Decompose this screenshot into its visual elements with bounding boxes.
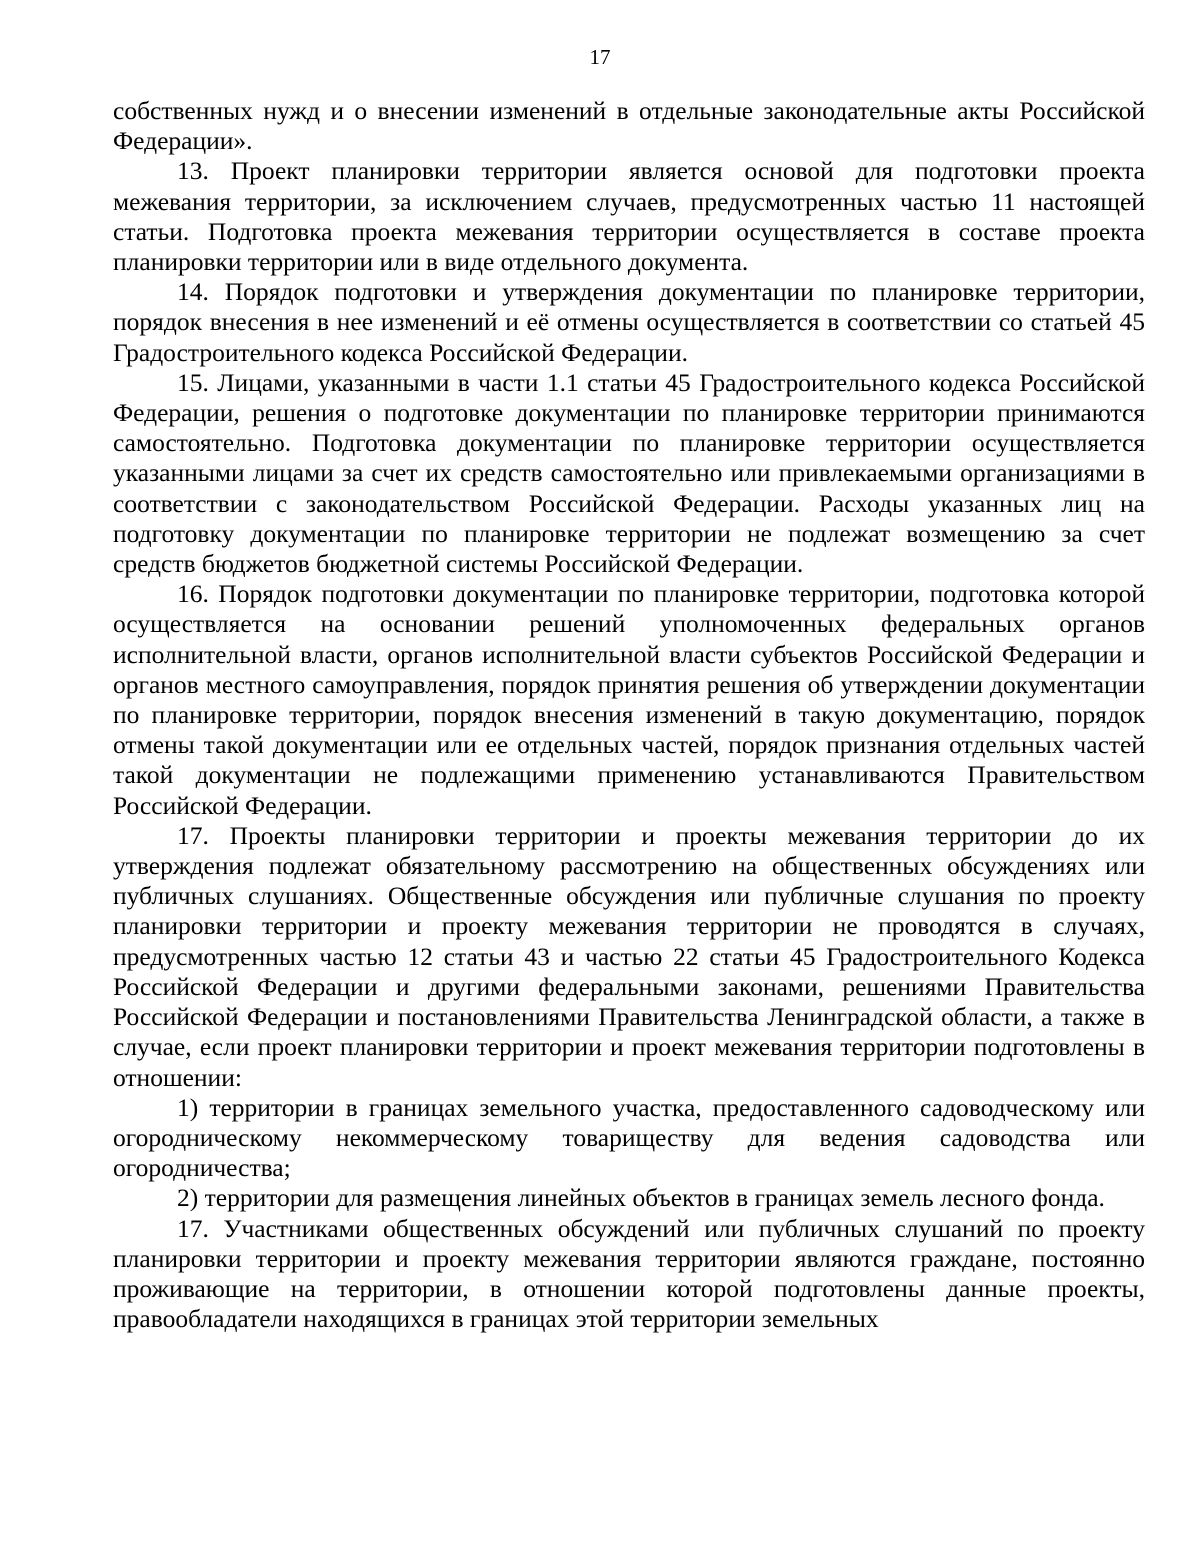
paragraph-continuation: собственных нужд и о внесении изменений в отдельные законодательные акты Российской Федерации». xyxy=(113,96,1145,156)
paragraph-14: 14. Порядок подготовки и утверждения документации по планировке территории, порядок внесения в нее изменений и её отмены осуществляется в соответствии со статьей 45 Градостроительного кодекса Российской Федерации. xyxy=(113,277,1145,367)
paragraph-17: 17. Проекты планировки территории и проекты межевания территории до их утверждения подлежат обязательному рассмотрению на общественных обсуждениях или публичных слушаниях. Общественные обсуждения или публичные слушания по проекту планировки территории и проекту межевания территории не проводятся в случаях, предусмотренных частью 12 статьи 43 и частью 22 статьи 45 Градостроительного Кодекса Российской Федерации и другими федеральными законами, решениями Правительства Российской Федерации и постановлениями Правительства Ленинградской области, а также в случае, если проект планировки территории и проект межевания территории подготовлены в отношении: xyxy=(113,820,1145,1092)
paragraph-15: 15. Лицами, указанными в части 1.1 статьи 45 Градостроительного кодекса Российской Федерации, решения о подготовке документации по планировке территории принимаются самостоятельно. Подготовка документации по планировке территории осуществляется указанными лицами за счет их средств самостоятельно или привлекаемыми организациями в соответствии с законодательством Российской Федерации. Расходы указанных лиц на подготовку документации по планировке территории не подлежат возмещению за счет средств бюджетов бюджетной системы Российской Федерации. xyxy=(113,367,1145,579)
paragraph-17-participants: 17. Участниками общественных обсуждений или публичных слушаний по проекту планировки территории и проекту межевания территории являются граждане, постоянно проживающие на территории, в отношении которой подготовлены данные проекты, правообладатели находящихся в границах этой территории земельных xyxy=(113,1213,1145,1334)
page-number: 17 xyxy=(589,45,611,69)
document-body xyxy=(113,96,1145,1334)
paragraph-13: 13. Проект планировки территории является основой для подготовки проекта межевания территории, за исключением случаев, предусмотренных частью 11 настоящей статьи. Подготовка проекта межевания территории осуществляется в составе проекта планировки территории или в виде отдельного документа. xyxy=(113,156,1145,277)
list-item-2: 2) территории для размещения линейных объектов в границах земель лесного фонда. xyxy=(177,1183,1105,1213)
list-item-1: 1) территории в границах земельного участка, предоставленного садоводческому или огородническому некоммерческому товариществу для ведения садоводства или огородничества; xyxy=(113,1092,1145,1183)
paragraph-16: 16. Порядок подготовки документации по планировке территории, подготовка которой осуществляется на основании решений уполномоченных федеральных органов исполнительной власти, органов исполнительной власти субъектов Российской Федерации и органов местного самоуправления, порядок принятия решения об утверждении документации по планировке территории, порядок внесения изменений в такую документацию, порядок отмены такой документации или ее отдельных частей, порядок признания отдельных частей такой документации не подлежащими применению устанавливаются Правительством Российской Федерации. xyxy=(113,579,1145,820)
